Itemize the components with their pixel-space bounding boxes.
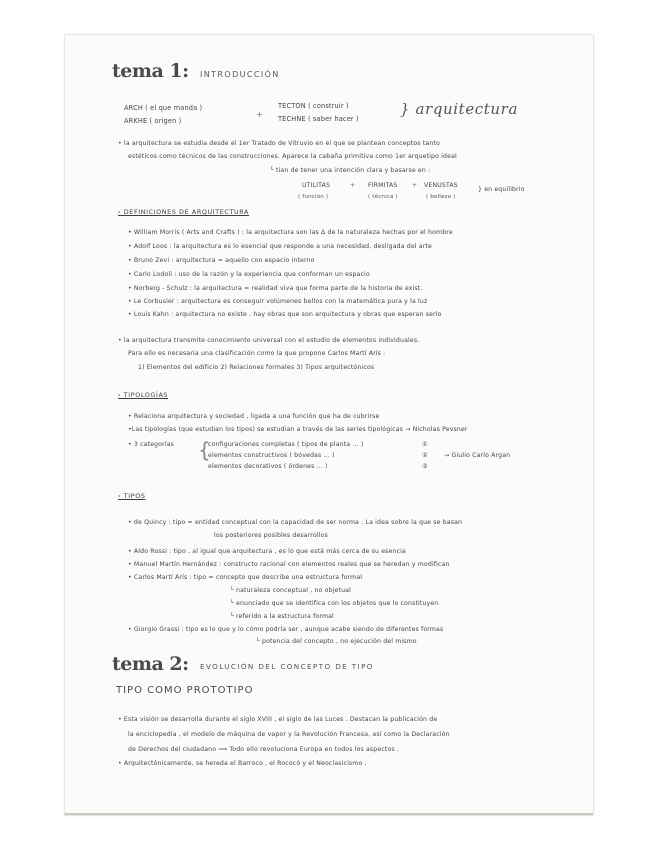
etym-techne: TECHNE ( saber hacer ): [278, 115, 359, 123]
categorias-label: • 3 categorías: [128, 441, 175, 448]
notebook-page: [64, 34, 594, 816]
categoria-mark-2: ②: [422, 452, 428, 459]
tipos-quincy: • de Quincy : tipo = entidad conceptual con la capacidad de ser norma . La idea sobre la que se basan: [128, 519, 463, 526]
intro-line-1: • la arquitectura se estudia desde el 1er Tratado de Vitruvio en el que se plantean conceptos tanto: [118, 140, 440, 147]
transmit-line-1: • la arquitectura transmite conocimiento universal con el estudio de elementos individuales.: [118, 337, 420, 344]
tipos-grassi: • Giorgio Grassi : tipo es lo que y lo cómo podría ser , aunque acabe siendo de diferentes formas: [128, 626, 444, 633]
tema2-line-3: de Derechos del ciudadano ⟹ Todo ello revoluciona Europa en todos los aspectos .: [128, 746, 400, 753]
triad-utilitas: UTILITAS: [302, 182, 331, 189]
tipos-grassi-sub: └ potencia del concepto , no ejecución del mismo: [256, 638, 417, 645]
intro-line-2: estéticos como técnicos de las construcciones. Aparece la cabaña primitiva como 1er arquetipo ideal: [128, 153, 457, 160]
tipos-quincy-cont: los posteriores posibles desarrollos: [214, 532, 328, 539]
argan-ref: → Giulio Carlo Argan: [444, 452, 511, 459]
triad-tecnica: ( técnica ): [368, 194, 398, 200]
triad-equilibrio: } en equilibrio: [478, 186, 525, 193]
transmit-line-2: Para ello es necesaria una clasificación como la que propone Carlos Martí Arís :: [128, 350, 386, 357]
tipos-rossi: • Aldo Rossi : tipo , al igual que arquitectura , es lo que está más cerca de su esencia: [128, 548, 406, 555]
tema2-line-4: • Arquitectónicamente, se hereda el Barroco , el Rococó y el Neoclasicismo .: [118, 760, 367, 767]
tipos-marti-sub-2: └ enunciado que se identifica con los objetos que lo constituyen: [230, 600, 439, 607]
triad-funcion: ( función ): [298, 194, 329, 200]
tipos-marti: • Carlos Martí Arís : tipo = concepto que describe una estructura formal: [128, 574, 363, 581]
def-item-loos: • Adolf Loos : la arquitectura es lo esencial que responde a una necesidad, desligada del arte: [128, 243, 432, 250]
tema2-title: tema 2:: [112, 653, 189, 675]
etym-result: } arquitectura: [400, 100, 518, 118]
def-item-norberg: • Norberg - Schulz : la arquitectura = realidad viva que forma parte de la historia de exist.: [128, 285, 423, 292]
etym-tecton: TECTON ( construir ): [278, 102, 349, 110]
tema1-title: tema 1:: [112, 60, 189, 82]
tema2-subtitle: EVOLUCIÓN DEL CONCEPTO DE TIPO: [200, 662, 374, 671]
tipos-marti-sub-3: └ referido a la estructura formal: [230, 613, 334, 620]
etym-arch: ARCH ( el que manda ): [124, 104, 203, 112]
triad-venustas: VENUSTAS: [424, 182, 458, 189]
etym-plus: +: [256, 110, 263, 119]
tipologias-heading: › TIPOLOGÍAS: [118, 391, 169, 399]
triad-belleza: ( belleza ): [426, 194, 456, 200]
categoria-item-2: elementos constructivos ( bóvedas ... ): [208, 452, 335, 459]
def-item-zevi: • Bruno Zevi : arquitectura = aquello con espacio interno: [128, 257, 315, 264]
etym-arkhe: ARKHE ( origen ): [124, 117, 182, 125]
tipologias-line-2: •Las tipologías (que estudian los tipos) se estudian a través de las series tipológicas → Nicholas Pevsner: [128, 426, 468, 433]
def-item-corbusier: • Le Corbusier : arquitectura es conseguir volúmenes bellos con la matemática pura y la luz: [128, 298, 428, 305]
categoria-mark-1: ①: [422, 441, 428, 448]
tipos-marti-sub-1: └ naturaleza conceptual , no objetual: [230, 587, 351, 594]
defs-heading: › DEFINICIONES DE ARQUITECTURA: [118, 208, 249, 216]
tipologias-line-1: • Relaciona arquitectura y sociedad , ligada a una función que ha de cubrirse: [128, 413, 380, 420]
triad-firmitas: FIRMITAS: [368, 182, 398, 189]
tipos-heading: › TIPOS: [118, 492, 146, 500]
categoria-mark-3: ③: [422, 463, 428, 470]
intro-line-3: └ tian de tener una intención clara y basarse en :: [270, 167, 431, 174]
transmit-line-3: 1) Elementos del edificio 2) Relaciones formales 3) Tipos arquitectónicos: [138, 364, 375, 371]
tema1-subtitle: INTRODUCCIÓN: [200, 70, 280, 79]
tipos-martin: • Manuel Martín Hernández : constructo racional con elementos reales que se heredan y modifican: [128, 561, 450, 568]
categoria-item-3: elementos decorativos ( órdenes ... ): [208, 463, 328, 470]
tema2-line-1: • Esta visión se desarrolla durante el siglo XVIII , el siglo de las Luces . Destacan la publicación de: [118, 716, 438, 723]
def-item-lodoli: • Carlo Lodoli : uso de la razón y la experiencia que conforman un espacio: [128, 271, 370, 278]
triad-plus-2: +: [412, 182, 418, 189]
tema2-line-2: la enciclopedia , el modelo de máquina de vapor y la Revolución Francesa, así como la Declaración: [128, 731, 450, 738]
categoria-item-1: configuraciones completas ( tipos de planta ... ): [208, 441, 364, 448]
categorias-brace: {: [198, 438, 211, 462]
tema2-section-title: TIPO COMO PROTOTIPO: [116, 685, 254, 696]
def-item-morris: • William Morris ( Arts and Crafts ) : la arquitectura son las Δ de la naturaleza hechas por el hombre: [128, 229, 453, 236]
triad-plus-1: +: [350, 182, 356, 189]
def-item-kahn: • Louis Kahn : arquitectura no existe , hay obras que son arquitectura y obras que esperan serlo: [128, 311, 442, 318]
